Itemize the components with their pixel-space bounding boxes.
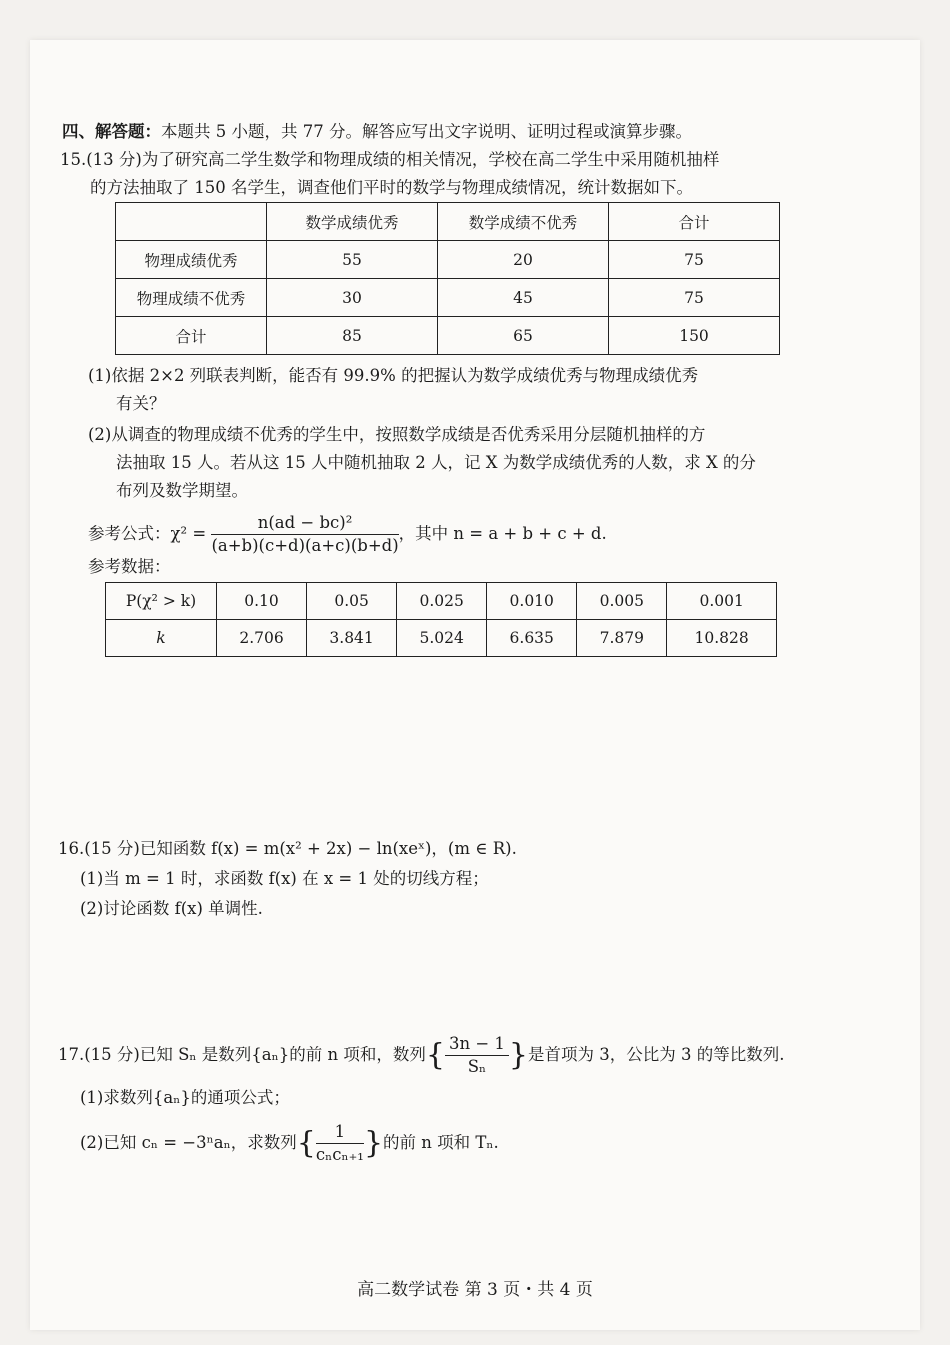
table-cell: 2.706 bbox=[217, 620, 307, 657]
q17-line-1-post: 是首项为 3，公比为 3 的等比数列. bbox=[528, 1045, 785, 1064]
row-label: 物理成绩优秀 bbox=[116, 241, 267, 279]
table-cell: 20 bbox=[438, 241, 609, 279]
fraction-numerator: 3n − 1 bbox=[445, 1033, 509, 1056]
q15-part2-line-c: 布列及数学期望。 bbox=[116, 481, 248, 500]
table-cell: 0.005 bbox=[577, 583, 667, 620]
q15-parts bbox=[88, 362, 828, 505]
table-cell: 75 bbox=[609, 279, 780, 317]
q17-line-1-pre: 17.(15 分)已知 Sₙ 是数列{aₙ}的前 n 项和，数列 bbox=[58, 1045, 426, 1064]
q17-line-3 bbox=[58, 1118, 838, 1168]
table-cell: 55 bbox=[267, 241, 438, 279]
table-cell: 85 bbox=[267, 317, 438, 355]
q16-line-3: (2)讨论函数 f(x) 单调性. bbox=[80, 899, 263, 918]
table-cell: 3.841 bbox=[307, 620, 397, 657]
page-footer: 高二数学试卷 第 3 页・共 4 页 bbox=[357, 1280, 593, 1300]
section-heading bbox=[62, 118, 792, 146]
formula-tail: ，其中 n = a + b + c + d. bbox=[398, 524, 607, 543]
formula-fraction bbox=[211, 512, 398, 557]
table-row bbox=[116, 279, 780, 317]
q17-fraction-2 bbox=[316, 1121, 364, 1166]
q17-fraction-1 bbox=[445, 1033, 509, 1078]
q15-part1-line-a: (1)依据 2×2 列联表判断，能否有 99.9% 的把握认为数学成绩优秀与物理成绩优秀 bbox=[88, 366, 699, 385]
contingency-table bbox=[115, 202, 780, 355]
q16-line-1: 16.(15 分)已知函数 f(x) = m(x² + 2x) − ln(xeˣ)，(m ∈ R). bbox=[58, 839, 517, 858]
table-cell bbox=[116, 203, 267, 241]
section-desc: 本题共 5 小题，共 77 分。解答应写出文字说明、证明过程或演算步骤。 bbox=[161, 122, 692, 141]
formula-numerator: n(ad − bc)² bbox=[211, 512, 398, 535]
right-brace: } bbox=[363, 1125, 384, 1161]
table-cell: 0.010 bbox=[487, 583, 577, 620]
q16 bbox=[58, 834, 818, 924]
table-header: 数学成绩不优秀 bbox=[438, 203, 609, 241]
table-cell: 0.001 bbox=[667, 583, 777, 620]
row-label: 合计 bbox=[116, 317, 267, 355]
table-cell: 0.10 bbox=[217, 583, 307, 620]
q17-line-2: (1)求数列{aₙ}的通项公式； bbox=[80, 1088, 290, 1107]
fraction-denominator: cₙcₙ₊₁ bbox=[315, 1145, 364, 1164]
table-cell: 30 bbox=[267, 279, 438, 317]
table-cell: 45 bbox=[438, 279, 609, 317]
row-label: P(χ² > k) bbox=[106, 583, 217, 620]
section-title: 四、解答题： bbox=[62, 122, 161, 141]
table-cell: 5.024 bbox=[397, 620, 487, 657]
q17 bbox=[58, 1032, 838, 1168]
fraction-numerator: 1 bbox=[316, 1121, 364, 1144]
table-row bbox=[116, 241, 780, 279]
table-cell: 65 bbox=[438, 317, 609, 355]
q15-part1-line-b: 有关？ bbox=[116, 394, 166, 413]
table-header: 合计 bbox=[609, 203, 780, 241]
left-brace: { bbox=[425, 1037, 445, 1073]
table-header: 数学成绩优秀 bbox=[267, 203, 438, 241]
right-brace: } bbox=[508, 1037, 528, 1073]
q15-line-1: 15.(13 分)为了研究高二学生数学和物理成绩的相关情况，学校在高二学生中采用随机抽样 bbox=[60, 150, 720, 169]
q17-line-3-pre: (2)已知 cₙ = −3ⁿaₙ，求数列 bbox=[80, 1133, 297, 1152]
chi-square-reference-table bbox=[105, 582, 777, 657]
left-brace: { bbox=[296, 1125, 316, 1161]
formula-label: 参考公式： bbox=[88, 524, 171, 543]
table-cell: 150 bbox=[609, 317, 780, 355]
q15-line-2: 的方法抽取了 150 名学生，调查他们平时的数学与物理成绩情况，统计数据如下。 bbox=[90, 178, 693, 197]
table-row bbox=[106, 620, 777, 657]
table-cell: 7.879 bbox=[577, 620, 667, 657]
row-label: k bbox=[106, 620, 217, 657]
table-row bbox=[106, 583, 777, 620]
formula-denominator: (a+b)(c+d)(a+c)(b+d) bbox=[211, 536, 399, 555]
table-cell: 0.05 bbox=[307, 583, 397, 620]
q15-part2-line-b: 法抽取 15 人。若从这 15 人中随机抽取 2 人，记 X 为数学成绩优秀的人数，求 X 的分 bbox=[116, 453, 756, 472]
table-row bbox=[116, 317, 780, 355]
table-row bbox=[116, 203, 780, 241]
fraction-denominator: Sₙ bbox=[467, 1057, 487, 1076]
table-cell: 0.025 bbox=[397, 583, 487, 620]
reference-formula bbox=[88, 512, 607, 557]
q17-line-3-post: 的前 n 项和 Tₙ. bbox=[383, 1133, 499, 1152]
table-cell: 10.828 bbox=[667, 620, 777, 657]
q15-part2-line-a: (2)从调查的物理成绩不优秀的学生中，按照数学成绩是否优秀采用分层随机抽样的方 bbox=[88, 425, 706, 444]
data-label: 参考数据： bbox=[88, 557, 171, 576]
table-cell: 6.635 bbox=[487, 620, 577, 657]
q16-line-2: (1)当 m = 1 时，求函数 f(x) 在 x = 1 处的切线方程； bbox=[80, 869, 489, 888]
q17-line-1 bbox=[58, 1032, 838, 1078]
row-label: 物理成绩不优秀 bbox=[116, 279, 267, 317]
show-through-text bbox=[240, 770, 245, 789]
exam-content bbox=[62, 118, 792, 202]
formula-lhs: χ² = bbox=[170, 524, 207, 543]
table-cell: 75 bbox=[609, 241, 780, 279]
